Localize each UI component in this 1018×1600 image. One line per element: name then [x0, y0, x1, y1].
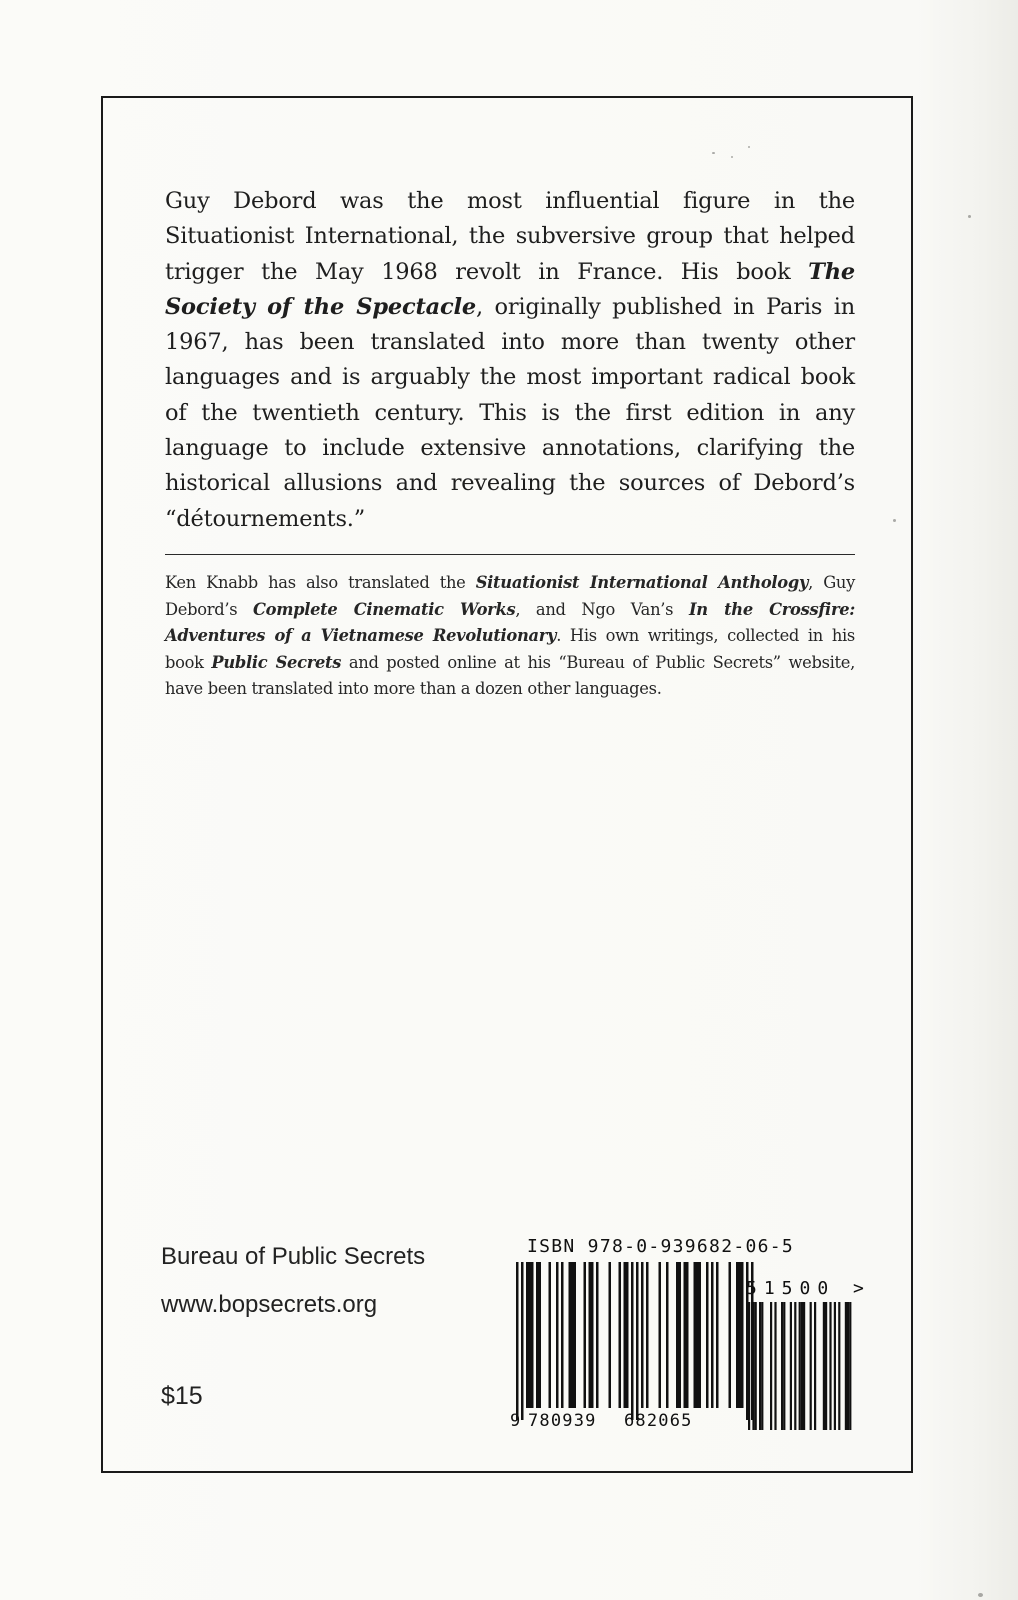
barcode-bar: [626, 1262, 629, 1408]
barcode-bar: [574, 1262, 577, 1408]
barcode-bar: [736, 1262, 739, 1408]
barcode-bar: [659, 1262, 662, 1408]
barcode-left-digits: 780939: [528, 1411, 597, 1431]
paper-speck: [978, 1593, 983, 1597]
paper-speck: [968, 215, 971, 218]
barcode-bar: [571, 1262, 574, 1408]
barcode-bar: [711, 1262, 714, 1408]
addon-bar: [774, 1302, 776, 1430]
barcode-bar: [679, 1262, 682, 1408]
barcode-bar: [589, 1262, 592, 1408]
addon-bar: [834, 1302, 836, 1430]
addon-bar: [755, 1302, 757, 1430]
addon-bar: [781, 1302, 783, 1430]
addon-bar: [801, 1302, 803, 1430]
barcode-addon-mark: >: [853, 1278, 864, 1299]
barcode-bar: [561, 1262, 564, 1408]
bio-text-3: , and Ngo Van’s: [515, 599, 689, 619]
barcode-bar: [569, 1262, 572, 1408]
addon-bar: [761, 1302, 763, 1430]
barcode-bar: [531, 1262, 534, 1408]
paper-speck: [893, 519, 896, 522]
barcode-bar: [556, 1262, 559, 1408]
blurb-book-title: The Society of the Spectacle: [165, 258, 855, 320]
addon-bar: [829, 1302, 831, 1430]
barcode-bar: [716, 1262, 719, 1408]
barcode-bar: [686, 1262, 689, 1408]
barcode-bar: [619, 1262, 622, 1408]
paper-speck: [712, 152, 715, 154]
barcode-bar: [676, 1262, 679, 1408]
publisher-name: Bureau of Public Secrets: [161, 1243, 426, 1270]
price-label: $15: [161, 1382, 203, 1410]
barcode-addon-digits: 51500: [746, 1278, 836, 1299]
barcode-bar: [684, 1262, 687, 1408]
barcode-bar: [591, 1262, 594, 1408]
bio-title-public-secrets: Public Secrets: [211, 652, 342, 672]
bio-title-anthology: Situationist International Anthology: [475, 573, 809, 592]
book-blurb: [165, 184, 855, 537]
barcode-bar: [641, 1262, 644, 1408]
barcode-bar: [739, 1262, 742, 1408]
addon-bar: [849, 1302, 851, 1430]
addon-bar: [752, 1302, 754, 1430]
barcode-bar: [694, 1262, 697, 1408]
isbn-barcode: [498, 1258, 878, 1433]
publisher-website: www.bopsecrets.org: [161, 1291, 378, 1318]
isbn-label: ISBN 978-0-939682-06-5: [527, 1236, 795, 1257]
barcode-bar: [706, 1262, 709, 1408]
addon-bar: [803, 1302, 805, 1430]
addon-bar: [810, 1302, 812, 1430]
barcode-bar: [636, 1262, 639, 1420]
bio-text-2: , Guy Debord’s: [165, 573, 856, 619]
barcode-bar: [516, 1262, 519, 1420]
barcode-bar: [666, 1262, 669, 1408]
barcode-bar: [609, 1262, 612, 1408]
barcode-bar: [729, 1262, 732, 1408]
blurb-text-2: , originally published in Paris in 1967, has been translated into more than twenty other languages and is arguably the most important radical book of the twentieth century. This is the first edition in any language to include extensive annotations, clarifying the historical allusions and revealing the sources of Debord’s “détournements.”: [165, 293, 855, 532]
addon-bar: [847, 1302, 849, 1430]
addon-bar: [799, 1302, 801, 1430]
barcode-bar: [696, 1262, 699, 1408]
barcode-bar: [646, 1262, 649, 1408]
barcode-bar: [741, 1262, 744, 1408]
bio-text-4: . His own writings, collected in his book: [165, 626, 855, 672]
addon-bar: [770, 1302, 772, 1430]
addon-bar: [783, 1302, 785, 1430]
addon-bar: [814, 1302, 816, 1430]
barcode-bar: [624, 1262, 627, 1408]
bio-text-5: and posted online at his “Bureau of Public Secrets” website, have been translated into more than a dozen other languages.: [165, 652, 855, 699]
barcode-lead-digit: 9: [510, 1411, 521, 1431]
barcode-bar: [631, 1262, 634, 1420]
paper-speck: [748, 146, 750, 148]
addon-bar: [825, 1302, 827, 1430]
addon-bar: [845, 1302, 847, 1430]
translator-bio: [165, 570, 855, 703]
addon-bar: [748, 1302, 750, 1430]
addon-bars: [748, 1302, 851, 1430]
addon-bar: [759, 1302, 761, 1430]
barcode-bar: [521, 1262, 524, 1420]
barcode-bar: [699, 1262, 702, 1408]
barcode-bar: [539, 1262, 542, 1408]
barcode-bar: [536, 1262, 539, 1408]
addon-bar: [794, 1302, 796, 1430]
barcode-right-digits: 682065: [624, 1411, 693, 1431]
ean-bars: [516, 1262, 754, 1420]
bio-title-crossfire: In the Crossfire: Adventures of a Vietnamese Revolutionary: [165, 599, 855, 646]
addon-bar: [823, 1302, 825, 1430]
divider-rule: [165, 554, 855, 555]
barcode-bar: [526, 1262, 529, 1408]
bio-title-cinematic-works: Complete Cinematic Works: [253, 599, 516, 619]
bio-text-1: Ken Knabb has also translated the: [165, 573, 476, 592]
paper-speck: [731, 156, 733, 158]
addon-bar: [790, 1302, 792, 1430]
barcode-bar: [596, 1262, 599, 1408]
blurb-text-1: Guy Debord was the most influential figure in the Situationist International, the subversive group that helped trigger the May 1968 revolt in France. His book: [165, 188, 855, 285]
addon-bar: [838, 1302, 840, 1430]
barcode-bar: [549, 1262, 552, 1408]
barcode-bar: [529, 1262, 532, 1408]
cover-frame: [101, 96, 913, 1473]
barcode-bar: [584, 1262, 587, 1408]
